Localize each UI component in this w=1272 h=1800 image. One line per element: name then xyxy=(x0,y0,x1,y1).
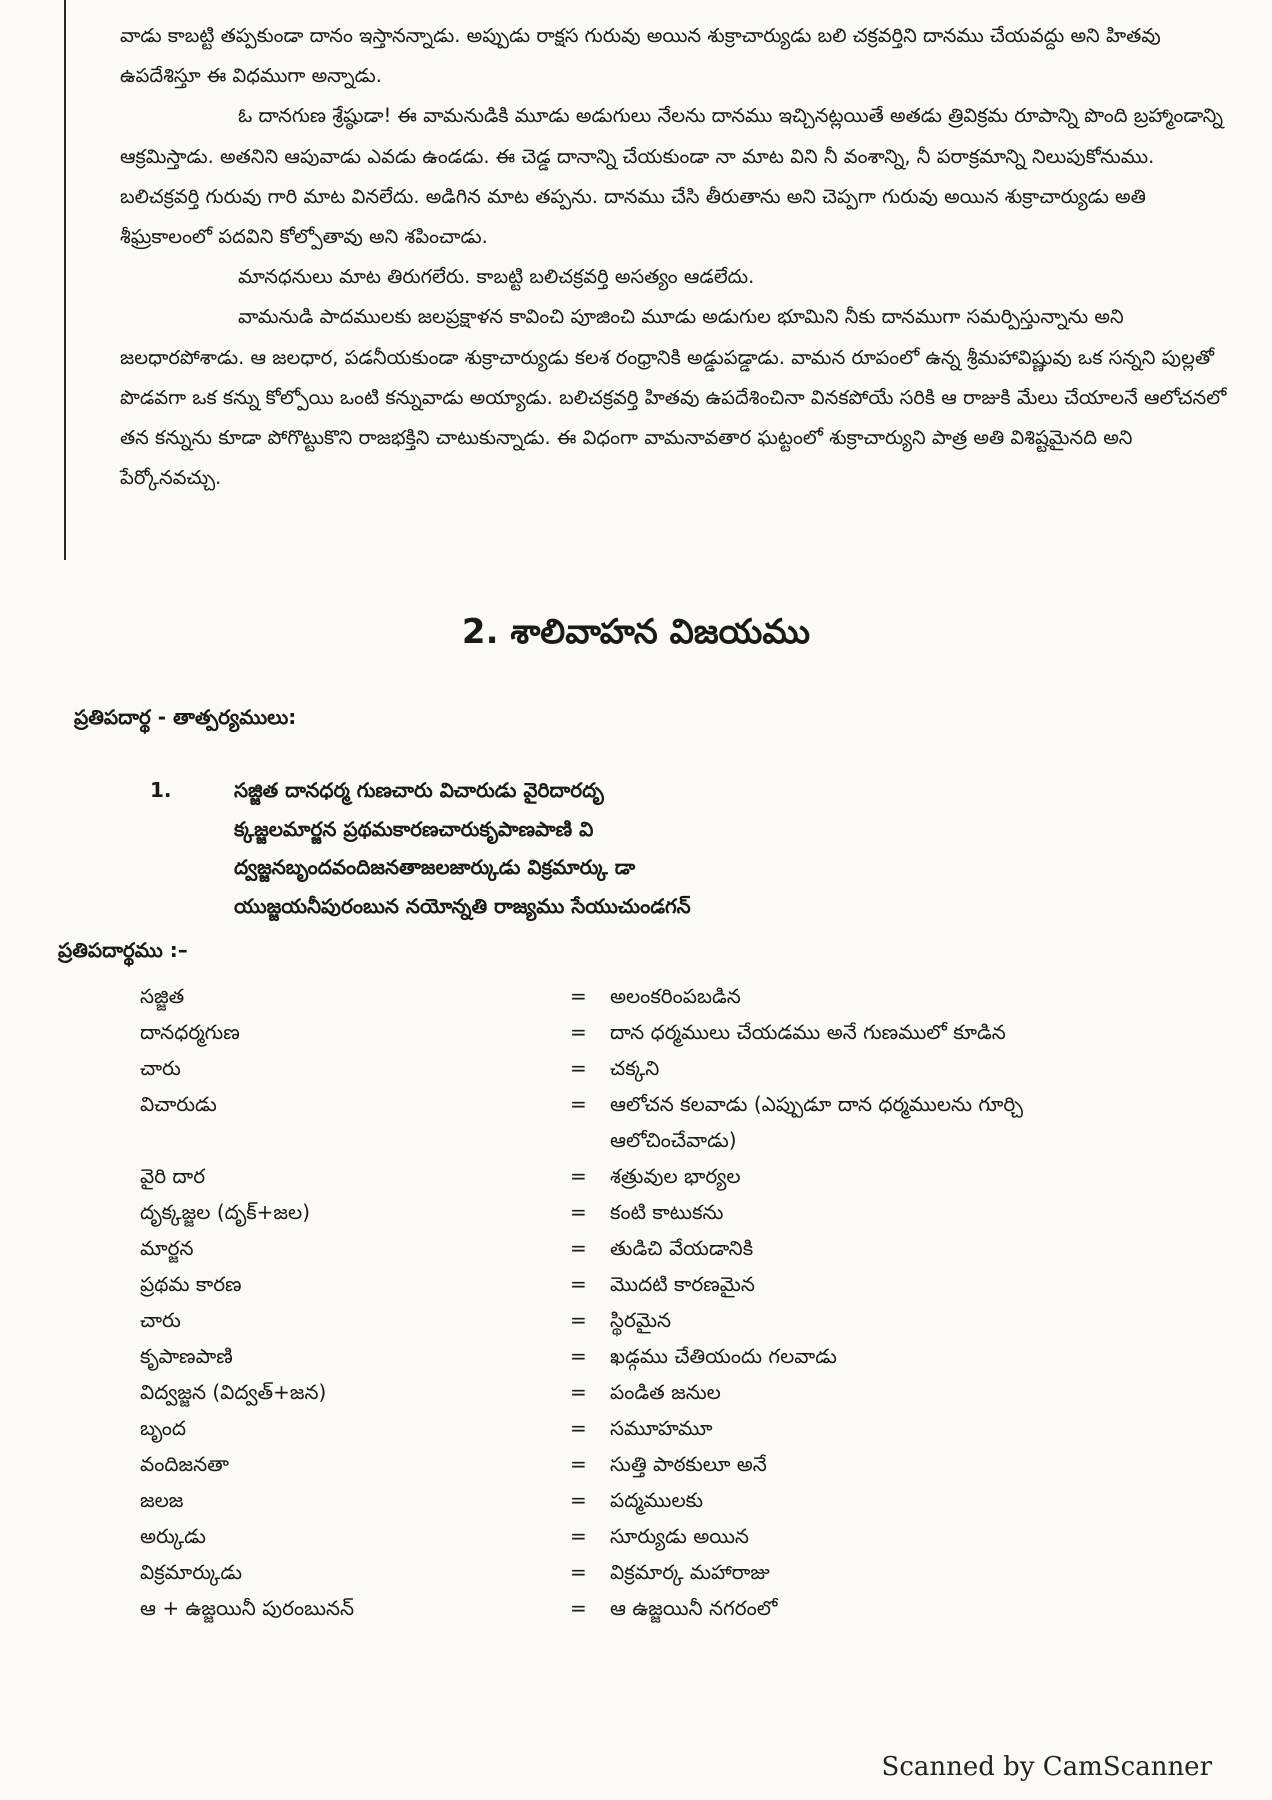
equals-sign: = xyxy=(570,1272,587,1296)
glossary-meaning: అలంకరింపబడిన xyxy=(610,984,741,1008)
glossary-meaning: ఆ ఉజ్జయినీ నగరంలో xyxy=(610,1596,778,1620)
verse-line: యుజ్జయనీపురంబున నయోన్నతి రాజ్యము సేయుచుండగన్ xyxy=(234,893,691,918)
verse-line: ద్వజ్జనబృందవందిజనతాజలజార్కుడు విక్రమార్కు డా xyxy=(234,855,636,879)
prose-paragraph: ఓ దానగుణ శ్రేష్ఠుడా! ఈ వామనుడికి మూడు అడుగులు నేలను దానము ఇచ్చినట్లయితే అతడు త్రివిక్రమ రూపాన్ని పొంది బ్రహ్మాండాన్ని ఆక్రమిస్తాడు. అతనిని ఆపువాడు ఎవడు ఉండడు. ఈ చెడ్డ దానాన్ని చేయకుండా నా మాట విని నీ వంశాన్ని, నీ పరాక్రమాన్ని నిలుపుకోనుము. బలిచక్రవర్తి గురువు గారి మాట వినలేదు. అడిగిన మాట తప్పను. దానము చేసి తీరుతాను అని చెప్పగా గురువు అయిన శుక్రాచార్యుడు అతి శీఘ్రకాలంలో పదవిని కోల్పోతావు అని శపించాడు. xyxy=(120,104,1223,249)
verse-lines xyxy=(234,778,1054,932)
glossary-term: విచారుడు xyxy=(140,1092,217,1116)
equals-sign: = xyxy=(570,1344,587,1368)
equals-sign: = xyxy=(570,1524,587,1548)
verse-line: సజ్జిత దానధర్మ గుణచారు విచారుడు వైరిదారదృ xyxy=(234,778,604,802)
glossary-meaning: స్థిరమైన xyxy=(610,1308,672,1332)
glossary-meaning: చక్కని xyxy=(610,1056,660,1080)
prose-section xyxy=(120,16,1230,498)
glossary-row xyxy=(140,1374,1140,1410)
glossary-term: ప్రథమ కారణ xyxy=(140,1272,242,1296)
glossary-row xyxy=(140,1050,1140,1086)
glossary-term: దృక్కజ్జల (దృక్+జల) xyxy=(140,1200,311,1224)
prose-paragraph: వాడు కాబట్టి తప్పకుండా దానం ఇస్తానన్నాడు. అప్పుడు రాక్షస గురువు అయిన శుక్రాచార్యుడు బలి చక్రవర్తిని దానము చేయవద్దు అని హితవు ఉపదేశిస్తూ ఈ విధముగా అన్నాడు. xyxy=(120,24,1161,88)
glossary-term: చారు xyxy=(140,1056,181,1080)
equals-sign: = xyxy=(570,1164,587,1188)
glossary-term: మార్జన xyxy=(140,1236,194,1260)
equals-sign: = xyxy=(570,1200,587,1224)
glossary-term: అర్కుడు xyxy=(140,1524,206,1548)
equals-sign: = xyxy=(570,1596,587,1620)
glossary-term: బృంద xyxy=(140,1416,187,1440)
glossary-row xyxy=(140,1482,1140,1518)
page-left-border xyxy=(64,0,66,560)
glossary-meaning: శత్రువుల భార్యల xyxy=(610,1164,741,1188)
verse-line: క్కజ్జలమార్జన ప్రథమకారణచారుకృపాణపాణి వి xyxy=(234,816,594,841)
equals-sign: = xyxy=(570,984,587,1008)
equals-sign: = xyxy=(570,1020,587,1044)
glossary-meaning: తుడిచి వేయడానికి xyxy=(610,1236,754,1260)
equals-sign: = xyxy=(570,1560,587,1584)
glossary-row xyxy=(140,1338,1140,1374)
glossary-heading: ప్రతిపదార్థము :– xyxy=(58,938,188,962)
glossary-row xyxy=(140,1410,1140,1446)
glossary-term: వందిజనతా xyxy=(140,1452,229,1476)
equals-sign: = xyxy=(570,1380,587,1404)
glossary-term: దానధర్మగుణ xyxy=(140,1020,240,1044)
glossary-term: సజ్జిత xyxy=(140,984,185,1008)
verse-number: 1. xyxy=(150,778,172,802)
equals-sign: = xyxy=(570,1056,587,1080)
equals-sign: = xyxy=(570,1236,587,1260)
prose-paragraph: వామనుడి పాదములకు జలప్రక్షాళన కావించి పూజించి మూడు అడుగుల భూమిని నీకు దానముగా సమర్పిస్తున్నాను అని జలధారపోశాడు. ఆ జలధార, పడనీయకుండా శుక్రాచార్యుడు కలశ రంధ్రానికి అడ్డుపడ్డాడు. వామన రూపంలో ఉన్న శ్రీమహావిష్ణువు ఒక సన్నని పుల్లతో పొడవగా ఒక కన్ను కోల్పోయి ఒంటి కన్నువాడు అయ్యాడు. బలిచక్రవర్తి హితవు ఉపదేశించినా వినకపోయే సరికి ఆ రాజుకి మేలు చేయాలనే ఆలోచనలో తన కన్నును కూడా పోగొట్టుకొని రాజభక్తిని చాటుకున్నాడు. ఈ విధంగా వామనావతార ఘట్టంలో శుక్రాచార్యుని పాత్ర అతి విశిష్టమైనది అని పేర్కోనవచ్చు. xyxy=(120,305,1227,490)
scanner-watermark: Scanned by CamScanner xyxy=(881,1752,1212,1782)
glossary-row xyxy=(140,1446,1140,1482)
glossary-row xyxy=(140,1230,1140,1266)
section-title: 2. శాలివాహన విజయము xyxy=(461,612,811,652)
glossary-row xyxy=(140,1086,1140,1158)
equals-sign: = xyxy=(570,1308,587,1332)
glossary-row xyxy=(140,1590,1140,1626)
glossary-row xyxy=(140,1014,1140,1050)
glossary-row xyxy=(140,978,1140,1014)
glossary-term: వైరి దార xyxy=(140,1164,206,1188)
glossary-term: కృపాణపాణి xyxy=(140,1344,233,1368)
glossary-meaning: కంటి కాటుకను xyxy=(610,1200,724,1224)
glossary-row xyxy=(140,1302,1140,1338)
glossary-meaning: పండిత జనుల xyxy=(610,1380,721,1404)
equals-sign: = xyxy=(570,1416,587,1440)
glossary-meaning: సుత్తి పాఠకులూ అనే xyxy=(610,1452,767,1476)
glossary-row xyxy=(140,1518,1140,1554)
prose-paragraph: మానధనులు మాట తిరుగలేరు. కాబట్టి బలిచక్రవర్తి అసత్యం ఆడలేదు. xyxy=(238,265,755,289)
glossary-term: విద్వజ్జన (విద్వత్+జన) xyxy=(140,1380,327,1404)
glossary-meaning: సూర్యుడు అయిన xyxy=(610,1524,749,1548)
equals-sign: = xyxy=(570,1488,587,1512)
glossary-meaning: పద్మములకు xyxy=(610,1488,704,1512)
glossary-table xyxy=(140,978,1140,1626)
glossary-meaning: దాన ధర్మములు చేయడము అనే గుణములో కూడిన xyxy=(610,1020,1006,1044)
glossary-row xyxy=(140,1266,1140,1302)
glossary-row xyxy=(140,1554,1140,1590)
glossary-meaning: మొదటి కారణమైన xyxy=(610,1272,755,1296)
glossary-meaning: సమూహమూ xyxy=(610,1416,713,1440)
glossary-term: ఆ + ఉజ్జయినీ పురంబునన్ xyxy=(140,1596,355,1620)
glossary-term: జలజ xyxy=(140,1488,184,1512)
equals-sign: = xyxy=(570,1092,587,1116)
glossary-meaning: విక్రమార్క మహారాజు xyxy=(610,1560,770,1584)
glossary-meaning: ఆలోచన కలవాడు (ఎప్పుడూ దాన ధర్మములను గూర్చి ఆలోచించేవాడు) xyxy=(610,1092,1023,1152)
equals-sign: = xyxy=(570,1452,587,1476)
glossary-row xyxy=(140,1194,1140,1230)
glossary-row xyxy=(140,1158,1140,1194)
section-subheading: ప్రతిపదార్థ - తాత్పర్యములు: xyxy=(74,705,297,729)
glossary-term: విక్రమార్కుడు xyxy=(140,1560,243,1584)
glossary-meaning: ఖడ్గము చేతియందు గలవాడు xyxy=(610,1344,837,1368)
glossary-term: చారు xyxy=(140,1308,181,1332)
